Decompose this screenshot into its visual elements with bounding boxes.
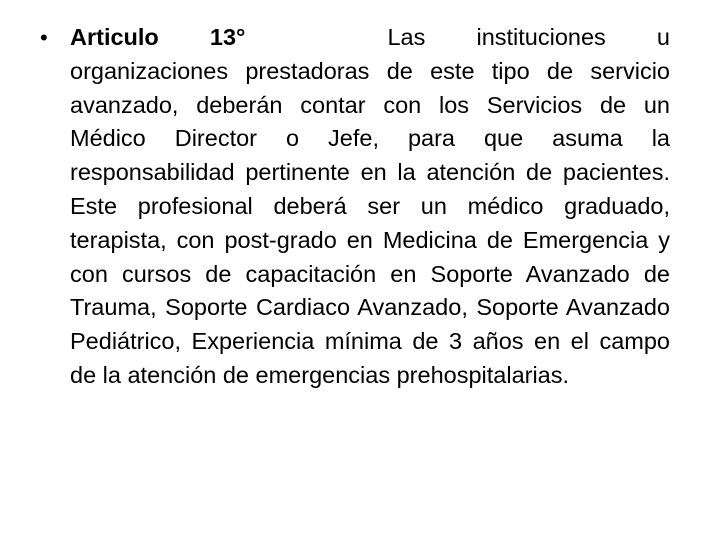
article-heading: Articulo 13° [70,24,246,50]
bullet-marker: • [40,25,48,50]
bullet-paragraph [70,21,670,393]
article-body: Las instituciones u organizaciones prestadoras de este tipo de servicio avanzado, deberán contar con los Servicios de un Médico Director o Jefe, para que asuma la responsabilidad pertinente en la atención de pacientes. Este profesional deberá ser un médico graduado, terapista, con post-grado en Medicina de Emergencia y con cursos de capacitación en Soporte Avanzado de Trauma, Soporte Cardiaco Avanzado, Soporte Avanzado Pediátrico, Experiencia mínima de 3 años en el campo de la atención de emergencias prehospitalarias. [70,24,670,388]
